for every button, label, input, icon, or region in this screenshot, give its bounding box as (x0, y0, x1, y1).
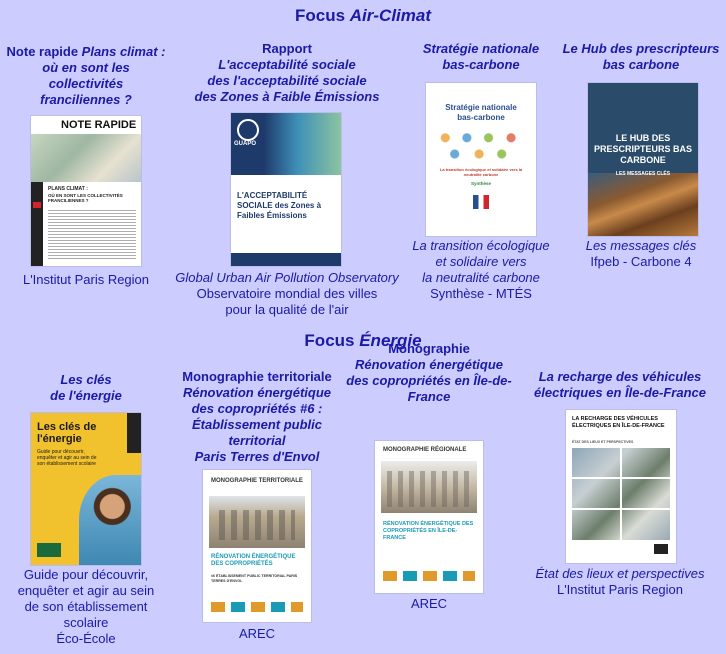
cover-hub-prescripteurs[interactable] (588, 83, 698, 236)
title-line: collectivités (48, 76, 124, 91)
cover-subtitle: La transition écologique et solidaire vers la neutralité carbone (439, 167, 523, 177)
card-title[interactable] (180, 41, 394, 105)
cover-text-block (48, 208, 136, 260)
card-recharge-vehicules[interactable] (514, 369, 726, 401)
card-title[interactable] (514, 369, 726, 401)
caption-line: et solidaire vers (435, 254, 527, 269)
card-title[interactable] (556, 41, 726, 73)
title-part: Note rapide (6, 44, 82, 59)
caption-line: scolaire (63, 615, 109, 630)
caption-line: L'Institut Paris Region (556, 582, 684, 597)
cover-subtitle: RÉNOVATION ÉNERGÉTIQUE DES COPROPRIÉTÉS EN ÎLE-DE-FRANCE (383, 521, 474, 541)
caption-line: de son établissement (24, 599, 148, 614)
title-line: Rénovation énergétique (354, 357, 504, 372)
caption-recharge-vehicules (514, 566, 726, 598)
caption-line: État des lieux et perspectives (535, 566, 705, 581)
title-line: des copropriétés #6 : (191, 401, 323, 416)
cover-heading: L'ACCEPTABILITÉ SOCIALE des Zones à Faibles Émissions (237, 191, 322, 220)
cover-bottom (231, 253, 341, 266)
caption-line: Éco-École (56, 631, 116, 646)
cover-red-mark (33, 202, 41, 208)
cover-heading: MONOGRAPHIE RÉGIONALE (383, 447, 467, 453)
cover-windows (219, 510, 295, 540)
logo-icon (237, 119, 259, 141)
caption-line: Synthèse - MTÉS (430, 286, 532, 301)
republique-logo (473, 195, 489, 209)
cover-band (31, 182, 43, 266)
cover-subtitle: Guide pour découvrir, enquêter et agir au sein de son établissement scolaire (37, 449, 97, 467)
card-title[interactable] (2, 44, 170, 108)
cover-logo (654, 544, 668, 554)
cover-logos (383, 571, 475, 581)
cover-heading: NOTE RAPIDE (61, 119, 137, 131)
title-line: Monographie territoriale (182, 369, 332, 384)
cover-heading: LA RECHARGE DES VÉHICULES ÉLECTRIQUES EN ÎLE-DE-FRANCE (572, 416, 665, 429)
title-line: des Zones à Faible Émissions (194, 89, 380, 104)
title-line: bas carbone (602, 57, 680, 72)
cover-subtitle: RÉNOVATION ÉNERGÉTIQUE DES COPROPRIÉTÉS (211, 554, 296, 567)
cover-photo-grid (572, 448, 670, 540)
card-cles-energie[interactable] (2, 372, 170, 404)
cover-snbc[interactable] (426, 83, 536, 236)
title-line: des l'acceptabilité sociale (207, 73, 367, 88)
cover-logos (211, 602, 303, 612)
cover-logo (37, 543, 61, 557)
title-line: Les clés (60, 372, 112, 387)
card-hub-prescripteurs[interactable] (556, 41, 726, 73)
cover-line: OÙ EN SONT LES COLLECTIVITÉS FRANCILIENNES ? (48, 193, 123, 203)
caption-monographie-territoriale (170, 626, 344, 642)
cover-photo (31, 134, 141, 182)
cover-subtitle: LES MESSAGES CLÉS (615, 171, 671, 177)
title-line: Rénovation énergétique (182, 385, 332, 400)
cover-line: PLANS CLIMAT : (48, 186, 88, 192)
title-line: Stratégie nationale (422, 41, 540, 56)
caption-line: L'Institut Paris Region (22, 272, 150, 287)
title-line: L'acceptabilité sociale (218, 57, 356, 72)
caption-note-rapide (2, 272, 170, 288)
cover-monographie-territoriale[interactable] (203, 470, 311, 622)
cover-icons (434, 127, 528, 163)
title-line: territorial (228, 433, 286, 448)
section-title-emph: Énergie (359, 331, 422, 350)
caption-line: Guide pour découvrir, (23, 567, 149, 582)
caption-line: La transition écologique (412, 238, 550, 253)
caption-rapport-zfe (170, 270, 404, 318)
caption-snbc (400, 238, 562, 302)
title-line: La recharge des véhicules (538, 369, 702, 384)
section-title-air-climat (0, 6, 726, 26)
section-title-prefix: Focus (304, 331, 360, 350)
title-line: franciliennes ? (40, 92, 132, 107)
title-line: Monographie (388, 341, 470, 356)
cover-synthese: Synthèse (470, 181, 491, 186)
caption-hub-prescripteurs (556, 238, 726, 270)
title-line: France (407, 389, 451, 404)
section-title-prefix: Focus (294, 6, 350, 25)
caption-line: la neutralité carbone (422, 270, 540, 285)
caption-cles-energie (2, 567, 170, 647)
cover-heading: MONOGRAPHIE TERRITORIALE (211, 478, 303, 484)
caption-line: pour la qualité de l'air (225, 302, 349, 317)
cover-heading: bas-carbone (457, 113, 505, 122)
title-line: électriques en Île-de-France (534, 385, 706, 400)
cover-side-band (127, 413, 141, 453)
caption-line: Ifpeb - Carbone 4 (590, 254, 692, 269)
title-line: Rapport (262, 41, 312, 56)
card-note-rapide[interactable] (2, 44, 170, 108)
card-monographie-regionale[interactable] (344, 341, 514, 405)
card-snbc[interactable] (410, 41, 552, 73)
cover-subtitle: ÉTAT DES LIEUX ET PERSPECTIVES (572, 440, 634, 444)
cover-heading: Stratégie nationale (445, 103, 517, 112)
cover-logo-text: GUAPO (234, 141, 257, 147)
cover-heading: Les clés de l'énergie (37, 421, 97, 445)
caption-line: Observatoire mondial des villes (196, 286, 378, 301)
caption-line: Global Urban Air Pollution Observatory (175, 270, 399, 285)
cover-subtitle: #6 ÉTABLISSEMENT PUBLIC TERRITORIAL PARIS TERRES D'ENVOL (211, 574, 298, 583)
title-line: bas-carbone (442, 57, 520, 72)
title-line: Paris Terres d'Envol (194, 449, 320, 464)
card-rapport-zfe[interactable] (180, 41, 394, 105)
cover-cles-energie[interactable] (31, 413, 141, 565)
title-part: Plans climat : (81, 44, 166, 59)
cover-monographie-regionale[interactable] (375, 441, 483, 593)
title-line: des copropriétés en Île-de- (346, 373, 512, 388)
title-line: Le Hub des prescripteurs (562, 41, 720, 56)
card-title[interactable] (410, 41, 552, 73)
cover-windows (387, 471, 471, 507)
title-line (2, 44, 170, 60)
caption-line: AREC (410, 596, 448, 611)
title-line: de l'énergie (50, 388, 122, 403)
title-line: Établissement public (191, 417, 323, 432)
card-title[interactable] (2, 372, 170, 404)
caption-monographie-regionale (344, 596, 514, 612)
caption-line: AREC (238, 626, 276, 641)
card-title[interactable] (344, 341, 514, 405)
cover-heading: LE HUB DES PRESCRIPTEURS BAS CARBONE (594, 133, 693, 165)
card-monographie-territoriale[interactable] (170, 369, 344, 465)
card-title[interactable] (170, 369, 344, 465)
caption-line: Les messages clés (585, 238, 697, 253)
title-line: où en sont les (42, 60, 130, 75)
cover-recharge-vehicules[interactable] (566, 410, 676, 563)
cover-photo (79, 475, 141, 565)
cover-rapport-zfe[interactable] (231, 113, 341, 266)
section-title-emph: Air-Climat (349, 6, 432, 25)
cover-note-rapide[interactable] (31, 116, 141, 266)
caption-line: enquêter et agir au sein (17, 583, 155, 598)
cover-wood (588, 173, 698, 236)
